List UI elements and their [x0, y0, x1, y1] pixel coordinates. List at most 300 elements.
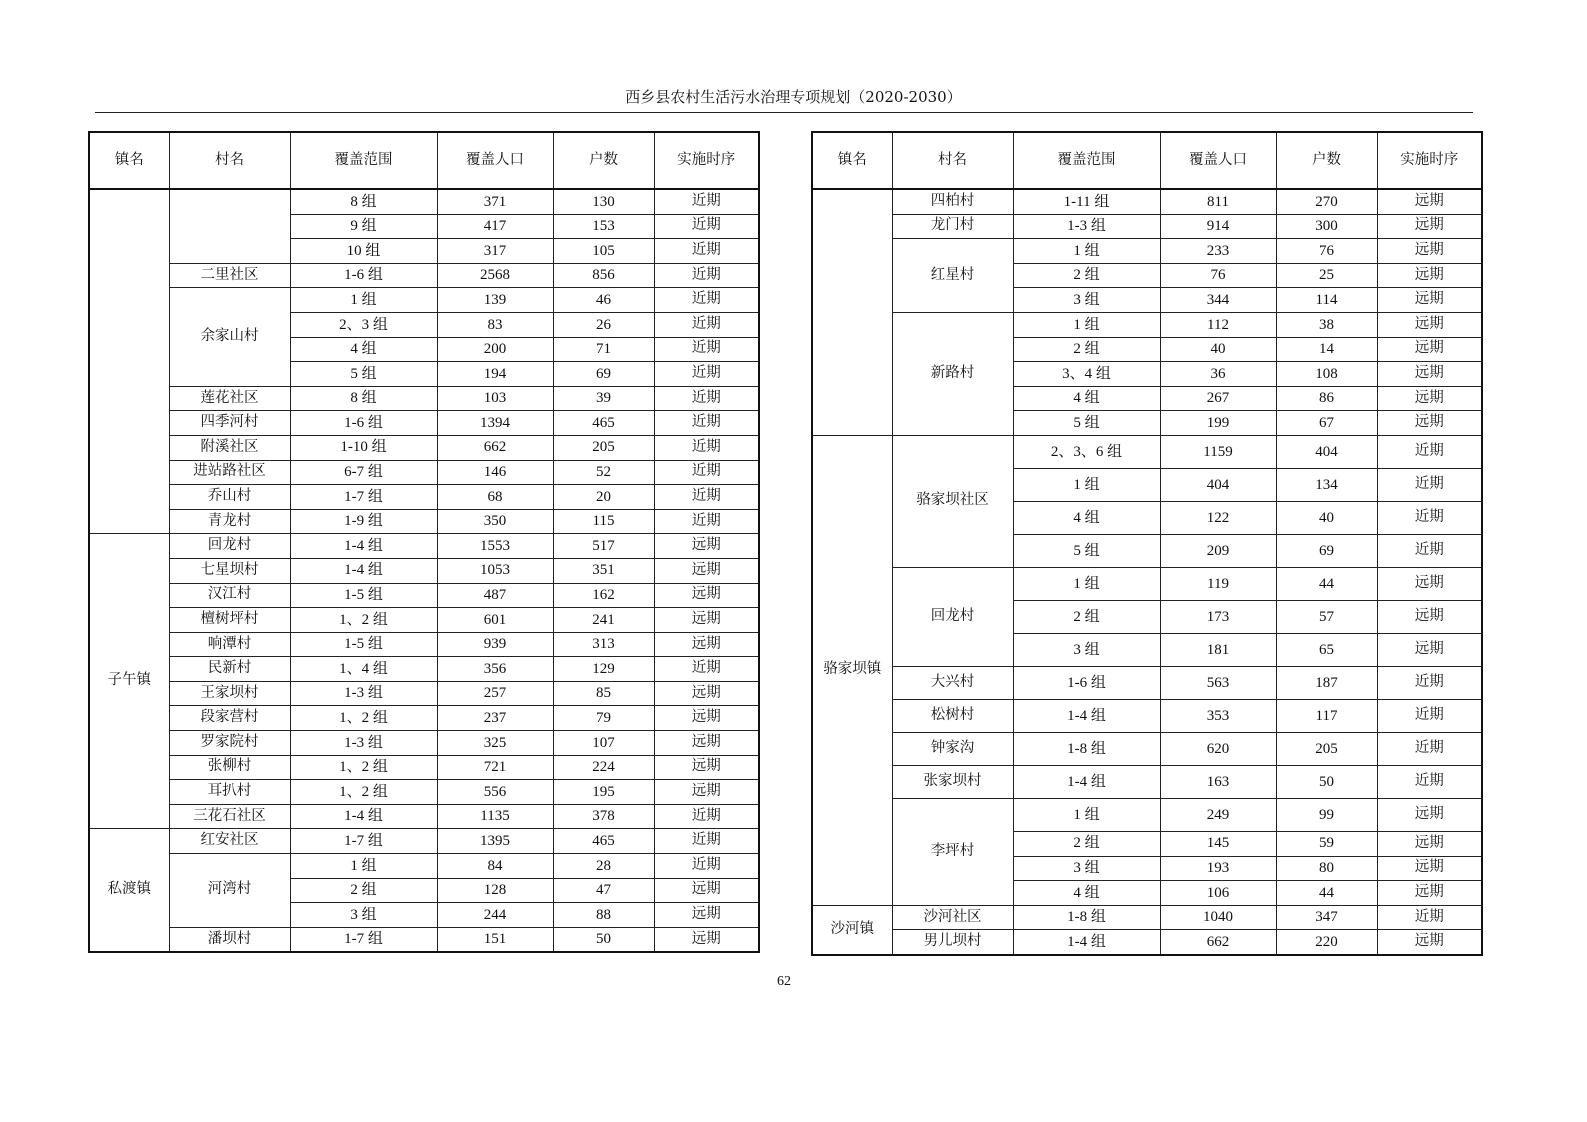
households-cell: 40 — [1276, 501, 1377, 534]
households-cell: 856 — [553, 263, 654, 288]
table-row — [89, 608, 759, 633]
village-name-cell: 余家山村 — [169, 288, 290, 386]
households-cell: 28 — [553, 854, 654, 879]
population-cell: 350 — [437, 509, 553, 534]
population-cell: 1159 — [1160, 435, 1276, 468]
phase-cell: 近期 — [654, 312, 759, 337]
population-cell: 317 — [437, 239, 553, 264]
population-cell: 151 — [437, 927, 553, 952]
phase-cell: 远期 — [654, 878, 759, 903]
village-name-cell: 回龙村 — [169, 534, 290, 559]
coverage-range-cell: 1 组 — [1013, 468, 1160, 501]
households-cell: 44 — [1276, 881, 1377, 906]
village-name-cell: 青龙村 — [169, 509, 290, 534]
table-row — [89, 435, 759, 460]
population-cell: 1040 — [1160, 905, 1276, 930]
population-cell: 103 — [437, 386, 553, 411]
coverage-range-cell: 1-4 组 — [1013, 930, 1160, 955]
town-name-cell — [89, 189, 169, 534]
population-cell: 209 — [1160, 534, 1276, 567]
households-cell: 71 — [553, 337, 654, 362]
households-cell: 465 — [553, 829, 654, 854]
population-cell: 556 — [437, 780, 553, 805]
population-cell: 344 — [1160, 288, 1276, 313]
households-cell: 14 — [1276, 337, 1377, 362]
phase-cell: 近期 — [1377, 534, 1482, 567]
village-name-cell: 王家坝村 — [169, 681, 290, 706]
village-name-cell: 红安社区 — [169, 829, 290, 854]
population-cell: 119 — [1160, 567, 1276, 600]
table-row — [89, 927, 759, 952]
coverage-range-cell: 1-5 组 — [290, 583, 437, 608]
table-row — [812, 930, 1482, 955]
village-name-cell: 响潭村 — [169, 632, 290, 657]
right-table — [811, 131, 1483, 956]
population-cell: 811 — [1160, 189, 1276, 214]
population-cell: 193 — [1160, 856, 1276, 881]
households-cell: 99 — [1276, 798, 1377, 831]
town-name-cell: 子午镇 — [89, 534, 169, 829]
table-row — [812, 732, 1482, 765]
population-cell: 601 — [437, 608, 553, 633]
population-cell: 417 — [437, 214, 553, 239]
coverage-range-cell: 3、4 组 — [1013, 362, 1160, 387]
households-cell: 50 — [1276, 765, 1377, 798]
phase-cell: 远期 — [1377, 930, 1482, 955]
phase-cell: 近期 — [654, 657, 759, 682]
table-row — [89, 386, 759, 411]
village-name-cell: 沙河社区 — [892, 905, 1013, 930]
phase-cell: 远期 — [654, 534, 759, 559]
population-cell: 40 — [1160, 337, 1276, 362]
phase-cell: 近期 — [654, 214, 759, 239]
village-name-cell: 四柏村 — [892, 189, 1013, 214]
households-cell: 134 — [1276, 468, 1377, 501]
phase-cell: 远期 — [654, 558, 759, 583]
coverage-range-cell: 1-9 组 — [290, 509, 437, 534]
coverage-range-cell: 1 组 — [1013, 567, 1160, 600]
phase-cell: 近期 — [654, 362, 759, 387]
households-cell: 351 — [553, 558, 654, 583]
population-cell: 112 — [1160, 312, 1276, 337]
households-cell: 117 — [1276, 699, 1377, 732]
phase-cell: 近期 — [654, 239, 759, 264]
phase-cell: 近期 — [654, 854, 759, 879]
coverage-range-cell: 4 组 — [1013, 881, 1160, 906]
households-cell: 153 — [553, 214, 654, 239]
phase-cell: 近期 — [654, 189, 759, 214]
population-cell: 620 — [1160, 732, 1276, 765]
households-cell: 57 — [1276, 600, 1377, 633]
town-name-cell — [812, 189, 892, 435]
page-number: 62 — [777, 974, 791, 989]
coverage-range-cell: 5 组 — [1013, 411, 1160, 436]
phase-cell: 近期 — [1377, 699, 1482, 732]
population-cell: 139 — [437, 288, 553, 313]
coverage-range-cell: 1-11 组 — [1013, 189, 1160, 214]
phase-cell: 远期 — [654, 903, 759, 928]
households-cell: 52 — [553, 460, 654, 485]
coverage-range-cell: 3 组 — [1013, 288, 1160, 313]
coverage-range-cell: 10 组 — [290, 239, 437, 264]
phase-cell: 近期 — [1377, 468, 1482, 501]
coverage-range-cell: 1-3 组 — [290, 681, 437, 706]
table-row — [812, 765, 1482, 798]
phase-cell: 远期 — [654, 583, 759, 608]
households-cell: 378 — [553, 804, 654, 829]
village-name-cell: 二里社区 — [169, 263, 290, 288]
households-cell: 404 — [1276, 435, 1377, 468]
phase-cell: 远期 — [1377, 239, 1482, 264]
households-cell: 69 — [1276, 534, 1377, 567]
table-row — [812, 435, 1482, 468]
population-cell: 145 — [1160, 831, 1276, 856]
table-row — [812, 312, 1482, 337]
coverage-range-cell: 1-5 组 — [290, 632, 437, 657]
households-cell: 130 — [553, 189, 654, 214]
col-header-population: 覆盖人口 — [1160, 132, 1276, 189]
table-row — [89, 534, 759, 559]
village-name-cell: 男儿坝村 — [892, 930, 1013, 955]
population-cell: 662 — [1160, 930, 1276, 955]
header-rule — [95, 112, 1473, 113]
table-row — [89, 681, 759, 706]
table-row — [89, 731, 759, 756]
population-cell: 1394 — [437, 411, 553, 436]
phase-cell: 近期 — [654, 804, 759, 829]
coverage-range-cell: 5 组 — [1013, 534, 1160, 567]
population-cell: 257 — [437, 681, 553, 706]
phase-cell: 远期 — [1377, 881, 1482, 906]
population-cell: 325 — [437, 731, 553, 756]
col-header-range: 覆盖范围 — [290, 132, 437, 189]
population-cell: 181 — [1160, 633, 1276, 666]
coverage-range-cell: 4 组 — [1013, 386, 1160, 411]
phase-cell: 远期 — [1377, 189, 1482, 214]
population-cell: 1395 — [437, 829, 553, 854]
village-name-cell: 龙门村 — [892, 214, 1013, 239]
table-row — [812, 666, 1482, 699]
col-header-phase: 实施时序 — [654, 132, 759, 189]
population-cell: 267 — [1160, 386, 1276, 411]
table-row — [89, 780, 759, 805]
phase-cell: 远期 — [1377, 831, 1482, 856]
households-cell: 205 — [553, 435, 654, 460]
households-cell: 115 — [553, 509, 654, 534]
table-header-row — [812, 132, 1482, 189]
phase-cell: 近期 — [654, 411, 759, 436]
phase-cell: 近期 — [1377, 666, 1482, 699]
coverage-range-cell: 1-4 组 — [1013, 765, 1160, 798]
phase-cell: 近期 — [654, 460, 759, 485]
coverage-range-cell: 1、2 组 — [290, 608, 437, 633]
coverage-range-cell: 1 组 — [290, 288, 437, 313]
households-cell: 85 — [553, 681, 654, 706]
population-cell: 487 — [437, 583, 553, 608]
table-row — [89, 485, 759, 510]
coverage-range-cell: 1、2 组 — [290, 755, 437, 780]
households-cell: 300 — [1276, 214, 1377, 239]
population-cell: 249 — [1160, 798, 1276, 831]
households-cell: 107 — [553, 731, 654, 756]
col-header-households: 户数 — [553, 132, 654, 189]
households-cell: 108 — [1276, 362, 1377, 387]
village-name-cell — [169, 189, 290, 263]
coverage-range-cell: 2 组 — [1013, 263, 1160, 288]
households-cell: 347 — [1276, 905, 1377, 930]
village-name-cell: 钟家沟 — [892, 732, 1013, 765]
coverage-range-cell: 1-6 组 — [1013, 666, 1160, 699]
table-row — [812, 699, 1482, 732]
population-cell: 199 — [1160, 411, 1276, 436]
phase-cell: 近期 — [654, 288, 759, 313]
population-cell: 173 — [1160, 600, 1276, 633]
table-row — [89, 854, 759, 879]
village-name-cell: 七星坝村 — [169, 558, 290, 583]
phase-cell: 近期 — [654, 263, 759, 288]
population-cell: 83 — [437, 312, 553, 337]
col-header-village: 村名 — [169, 132, 290, 189]
village-name-cell: 三花石社区 — [169, 804, 290, 829]
table-row — [89, 755, 759, 780]
households-cell: 224 — [553, 755, 654, 780]
table-row — [89, 804, 759, 829]
village-name-cell: 潘坝村 — [169, 927, 290, 952]
coverage-range-cell: 3 组 — [1013, 633, 1160, 666]
table-row — [812, 905, 1482, 930]
village-name-cell: 大兴村 — [892, 666, 1013, 699]
coverage-range-cell: 4 组 — [1013, 501, 1160, 534]
phase-cell: 近期 — [1377, 732, 1482, 765]
households-cell: 80 — [1276, 856, 1377, 881]
households-cell: 195 — [553, 780, 654, 805]
population-cell: 914 — [1160, 214, 1276, 239]
population-cell: 194 — [437, 362, 553, 387]
households-cell: 205 — [1276, 732, 1377, 765]
households-cell: 465 — [553, 411, 654, 436]
coverage-range-cell: 1、2 组 — [290, 780, 437, 805]
coverage-range-cell: 3 组 — [290, 903, 437, 928]
village-name-cell: 莲花社区 — [169, 386, 290, 411]
village-name-cell: 回龙村 — [892, 567, 1013, 666]
households-cell: 241 — [553, 608, 654, 633]
population-cell: 1135 — [437, 804, 553, 829]
table-row — [89, 263, 759, 288]
col-header-range: 覆盖范围 — [1013, 132, 1160, 189]
town-name-cell: 沙河镇 — [812, 905, 892, 955]
households-cell: 517 — [553, 534, 654, 559]
coverage-range-cell: 1-6 组 — [290, 411, 437, 436]
table-row — [812, 239, 1482, 264]
coverage-range-cell: 1-10 组 — [290, 435, 437, 460]
table-row — [89, 288, 759, 313]
coverage-range-cell: 1 组 — [1013, 312, 1160, 337]
phase-cell: 近期 — [1377, 435, 1482, 468]
col-header-phase: 实施时序 — [1377, 132, 1482, 189]
population-cell: 84 — [437, 854, 553, 879]
coverage-range-cell: 1-3 组 — [1013, 214, 1160, 239]
households-cell: 129 — [553, 657, 654, 682]
population-cell: 200 — [437, 337, 553, 362]
coverage-range-cell: 8 组 — [290, 189, 437, 214]
households-cell: 270 — [1276, 189, 1377, 214]
table-row — [89, 509, 759, 534]
coverage-range-cell: 5 组 — [290, 362, 437, 387]
village-name-cell: 檀树坪村 — [169, 608, 290, 633]
households-cell: 114 — [1276, 288, 1377, 313]
phase-cell: 远期 — [1377, 337, 1482, 362]
coverage-range-cell: 1-7 组 — [290, 927, 437, 952]
table-row — [89, 411, 759, 436]
phase-cell: 远期 — [1377, 362, 1482, 387]
village-name-cell: 张家坝村 — [892, 765, 1013, 798]
phase-cell: 远期 — [1377, 856, 1482, 881]
coverage-range-cell: 1-8 组 — [1013, 732, 1160, 765]
households-cell: 69 — [553, 362, 654, 387]
households-cell: 220 — [1276, 930, 1377, 955]
village-name-cell: 附溪社区 — [169, 435, 290, 460]
village-name-cell: 汉江村 — [169, 583, 290, 608]
population-cell: 128 — [437, 878, 553, 903]
population-cell: 68 — [437, 485, 553, 510]
population-cell: 146 — [437, 460, 553, 485]
phase-cell: 近期 — [1377, 905, 1482, 930]
households-cell: 76 — [1276, 239, 1377, 264]
coverage-range-cell: 1 组 — [290, 854, 437, 879]
coverage-range-cell: 8 组 — [290, 386, 437, 411]
phase-cell: 近期 — [1377, 765, 1482, 798]
coverage-range-cell: 1 组 — [1013, 239, 1160, 264]
col-header-households: 户数 — [1276, 132, 1377, 189]
population-cell: 662 — [437, 435, 553, 460]
population-cell: 404 — [1160, 468, 1276, 501]
phase-cell: 近期 — [654, 829, 759, 854]
table-row — [812, 567, 1482, 600]
coverage-range-cell: 1-8 组 — [1013, 905, 1160, 930]
col-header-village: 村名 — [892, 132, 1013, 189]
coverage-range-cell: 1-4 组 — [290, 558, 437, 583]
coverage-range-cell: 1-7 组 — [290, 485, 437, 510]
population-cell: 122 — [1160, 501, 1276, 534]
households-cell: 26 — [553, 312, 654, 337]
table-row — [89, 829, 759, 854]
coverage-range-cell: 3 组 — [1013, 856, 1160, 881]
coverage-range-cell: 2 组 — [1013, 831, 1160, 856]
coverage-range-cell: 2 组 — [1013, 337, 1160, 362]
population-cell: 356 — [437, 657, 553, 682]
households-cell: 67 — [1276, 411, 1377, 436]
phase-cell: 远期 — [1377, 214, 1482, 239]
table-row — [89, 189, 759, 214]
population-cell: 244 — [437, 903, 553, 928]
left-table — [88, 131, 760, 953]
coverage-range-cell: 2 组 — [290, 878, 437, 903]
village-name-cell: 罗家院村 — [169, 731, 290, 756]
coverage-range-cell: 1-6 组 — [290, 263, 437, 288]
coverage-range-cell: 1-7 组 — [290, 829, 437, 854]
coverage-range-cell: 2、3 组 — [290, 312, 437, 337]
households-cell: 313 — [553, 632, 654, 657]
village-name-cell: 耳扒村 — [169, 780, 290, 805]
population-cell: 106 — [1160, 881, 1276, 906]
coverage-range-cell: 1-4 组 — [290, 804, 437, 829]
coverage-range-cell: 2 组 — [1013, 600, 1160, 633]
population-cell: 76 — [1160, 263, 1276, 288]
phase-cell: 近期 — [654, 337, 759, 362]
population-cell: 233 — [1160, 239, 1276, 264]
phase-cell: 近期 — [1377, 501, 1482, 534]
col-header-town: 镇名 — [89, 132, 169, 189]
coverage-range-cell: 1 组 — [1013, 798, 1160, 831]
households-cell: 59 — [1276, 831, 1377, 856]
phase-cell: 远期 — [654, 706, 759, 731]
population-cell: 353 — [1160, 699, 1276, 732]
table-row — [89, 460, 759, 485]
table-row — [812, 189, 1482, 214]
coverage-range-cell: 9 组 — [290, 214, 437, 239]
table-header-row — [89, 132, 759, 189]
phase-cell: 远期 — [1377, 411, 1482, 436]
phase-cell: 远期 — [1377, 386, 1482, 411]
coverage-range-cell: 1-4 组 — [290, 534, 437, 559]
phase-cell: 近期 — [654, 386, 759, 411]
households-cell: 88 — [553, 903, 654, 928]
population-cell: 1553 — [437, 534, 553, 559]
households-cell: 44 — [1276, 567, 1377, 600]
phase-cell: 远期 — [1377, 288, 1482, 313]
table-row — [89, 583, 759, 608]
village-name-cell: 松树村 — [892, 699, 1013, 732]
population-cell: 563 — [1160, 666, 1276, 699]
phase-cell: 近期 — [654, 485, 759, 510]
document-header-title: 西乡县农村生活污水治理专项规划（2020-2030） — [625, 88, 962, 106]
population-cell: 371 — [437, 189, 553, 214]
table-row — [89, 706, 759, 731]
households-cell: 38 — [1276, 312, 1377, 337]
households-cell: 20 — [553, 485, 654, 510]
town-name-cell: 骆家坝镇 — [812, 435, 892, 905]
col-header-population: 覆盖人口 — [437, 132, 553, 189]
population-cell: 36 — [1160, 362, 1276, 387]
coverage-range-cell: 1-3 组 — [290, 731, 437, 756]
town-name-cell: 私渡镇 — [89, 829, 169, 952]
village-name-cell: 李坪村 — [892, 798, 1013, 905]
coverage-range-cell: 2、3、6 组 — [1013, 435, 1160, 468]
phase-cell: 远期 — [1377, 600, 1482, 633]
population-cell: 237 — [437, 706, 553, 731]
population-cell: 2568 — [437, 263, 553, 288]
population-cell: 939 — [437, 632, 553, 657]
phase-cell: 近期 — [654, 509, 759, 534]
phase-cell: 远期 — [1377, 798, 1482, 831]
phase-cell: 远期 — [654, 731, 759, 756]
phase-cell: 远期 — [654, 780, 759, 805]
village-name-cell: 进站路社区 — [169, 460, 290, 485]
phase-cell: 远期 — [1377, 312, 1482, 337]
coverage-range-cell: 6-7 组 — [290, 460, 437, 485]
households-cell: 187 — [1276, 666, 1377, 699]
phase-cell: 远期 — [654, 632, 759, 657]
households-cell: 39 — [553, 386, 654, 411]
coverage-range-cell: 4 组 — [290, 337, 437, 362]
village-name-cell: 段家营村 — [169, 706, 290, 731]
table-row — [812, 798, 1482, 831]
households-cell: 50 — [553, 927, 654, 952]
village-name-cell: 新路村 — [892, 312, 1013, 435]
table-row — [89, 558, 759, 583]
households-cell: 79 — [553, 706, 654, 731]
village-name-cell: 乔山村 — [169, 485, 290, 510]
